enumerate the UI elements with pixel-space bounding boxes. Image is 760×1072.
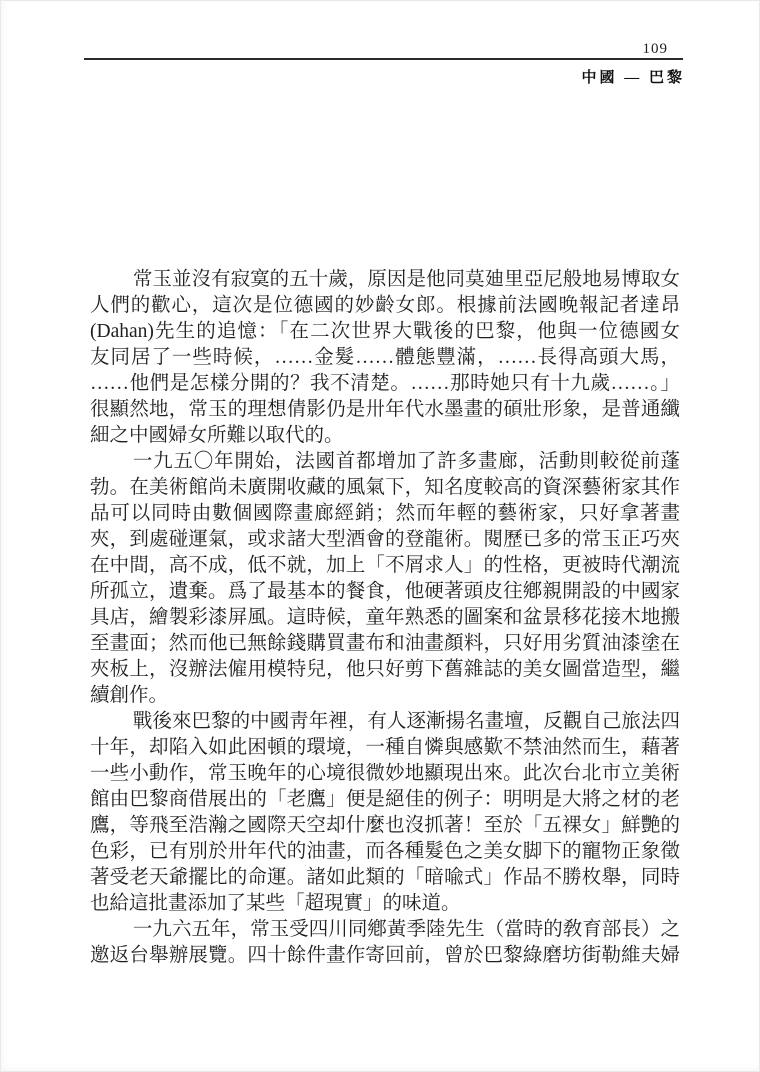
text-line: 常玉並沒有寂寞的五十歲，原因是他同莫廸里亞尼般地易博取女 <box>132 269 680 290</box>
text-line: 夾板上，沒辦法僱用模特兒，他只好剪下舊雜誌的美女圖當造型，繼 <box>90 659 680 680</box>
text-line: 友同居了一些時候，……金髮……體態豐滿，……長得高頭大馬， <box>90 347 680 368</box>
text-line: 一些小動作，常玉晚年的心境很微妙地顯現出來。此次台北市立美術 <box>90 763 680 784</box>
paragraph <box>90 917 680 969</box>
text-line: ……他們是怎樣分開的？我不清楚。……那時她只有十九歲……。」 <box>90 373 680 394</box>
text-line: (Dahan)先生的追憶：「在二次世界大戰後的巴黎，他與一位德國女 <box>90 321 680 342</box>
paragraph <box>90 449 680 709</box>
text-line: 很顯然地，常玉的理想倩影仍是卅年代水墨畫的碩壯形象，是普通纖 <box>90 399 680 420</box>
body-text <box>90 267 680 969</box>
text-line: 人們的歡心，這次是位德國的妙齡女郎。根據前法國晚報記者達昂 <box>90 295 680 316</box>
text-line: 一九六五年，常玉受四川同鄕黃季陸先生（當時的敎育部長）之 <box>132 919 680 940</box>
text-line: 細之中國婦女所難以取代的。 <box>90 425 344 446</box>
text-line: 一九五〇年開始，法國首都增加了許多畫廊，活動則較從前蓬 <box>132 451 680 472</box>
text-line: 鷹，等飛至浩瀚之國際天空却什麼也沒抓著！至於「五裸女」鮮艷的 <box>90 815 680 836</box>
text-line: 著受老天爺擺比的命運。諸如此類的「暗喩式」作品不勝枚舉，同時 <box>90 867 680 888</box>
running-head: 中國 — 巴黎 <box>581 70 685 86</box>
text-line: 戰後來巴黎的中國靑年裡，有人逐漸揚名畫壇，反觀自己旅法四 <box>132 711 680 732</box>
text-line: 夾，到處碰運氣，或求諸大型酒會的登龍術。閱歷已多的常玉正巧夾 <box>90 529 680 550</box>
text-line: 勃。在美術館尚未廣開收藏的風氣下，知名度較高的資深藝術家其作 <box>90 477 680 498</box>
text-line: 品可以同時由數個國際畫廊經銷；然而年輕的藝術家，只好拿著畫 <box>90 503 680 524</box>
text-line: 在中間，高不成，低不就，加上「不屑求人」的性格，更被時代潮流 <box>90 555 680 576</box>
header-rule <box>84 58 683 60</box>
text-line: 具店，繪製彩漆屏風。這時候，童年熟悉的圖案和盆景移花接木地搬 <box>90 607 680 628</box>
text-line: 所孤立，遺棄。爲了最基本的餐食，他硬著頭皮往鄕親開設的中國家 <box>90 581 680 602</box>
paragraph <box>90 267 680 449</box>
text-line: 館由巴黎商借展出的「老鷹」便是絕佳的例子：明明是大將之材的老 <box>90 789 680 810</box>
text-line: 色彩，已有別於卅年代的油畫，而各種髮色之美女脚下的寵物正象徵 <box>90 841 680 862</box>
page-number: 109 <box>642 41 668 57</box>
text-line: 續創作。 <box>90 685 169 706</box>
paragraph <box>90 709 680 917</box>
text-line: 十年，却陷入如此困頓的環境，一種自憐與感歎不禁油然而生，藉著 <box>90 737 680 758</box>
text-line: 至畫面；然而他已無餘錢購買畫布和油畫顏料，只好用劣質油漆塗在 <box>90 633 680 654</box>
text-line: 也給這批畫添加了某些「超現實」的味道。 <box>90 893 461 914</box>
text-line: 邀返台舉辦展覽。四十餘件畫作寄回前，曾於巴黎綠磨坊街勒維夫婦 <box>90 945 680 966</box>
